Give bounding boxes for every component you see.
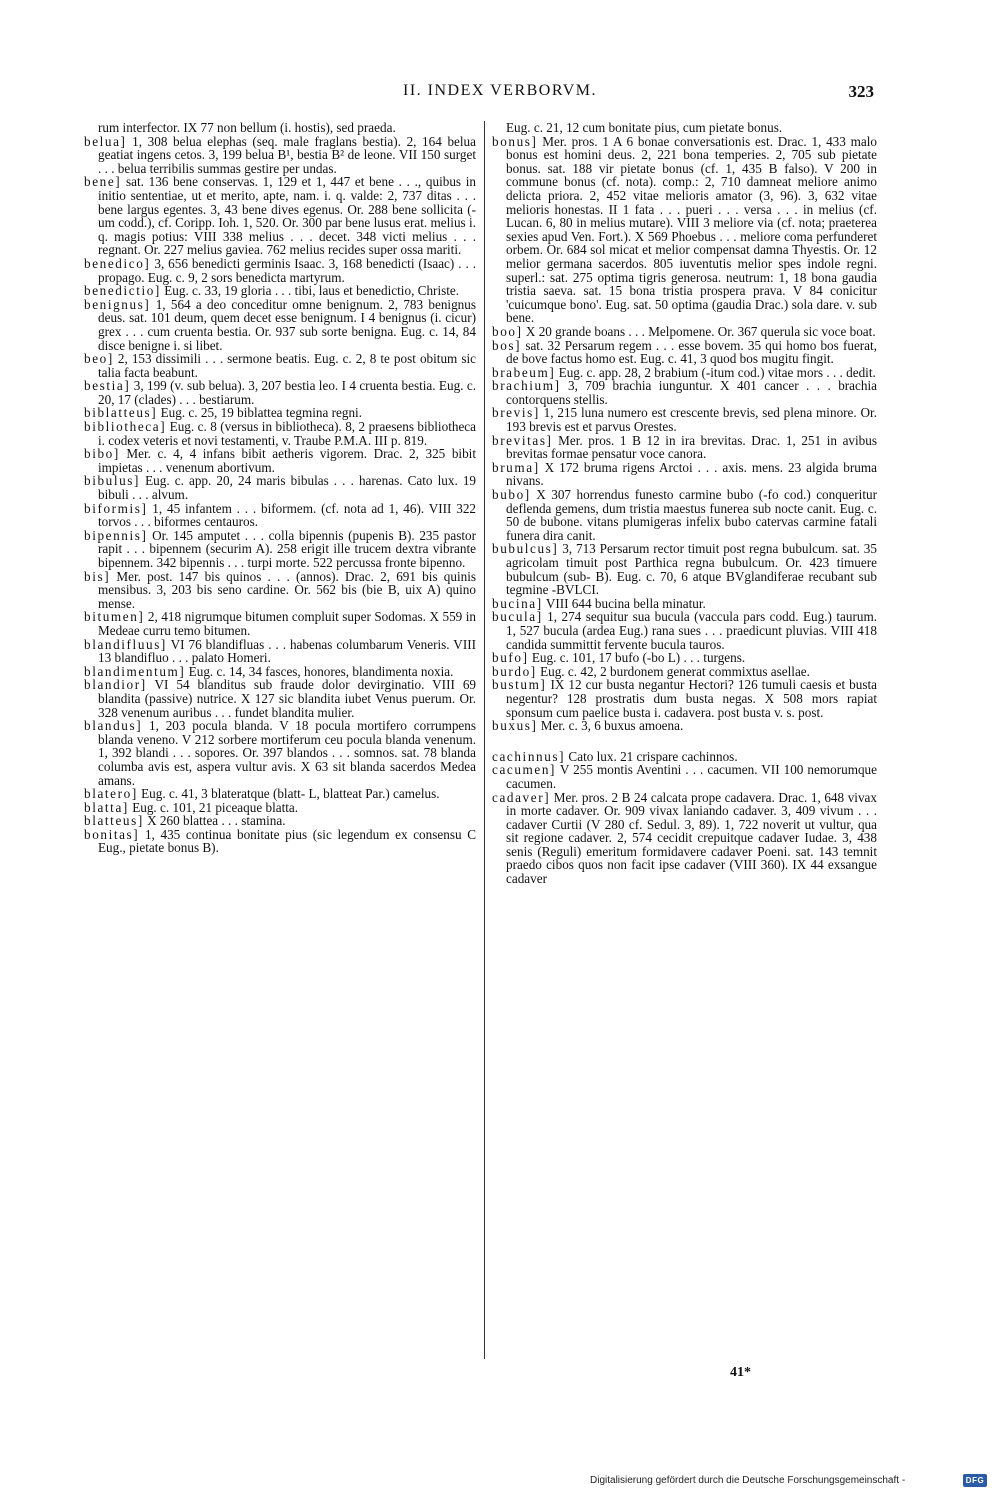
index-entry [492,750,877,764]
entry-text: Mer. pros. 2 B 24 calcata prope cadavera. Drac. 1, 648 vivax in morte cadaver. Or. 909 vivax laniando cadaver. 3, 409 vivum . . . cadaver Curtii (V 280 cf. Sedul. 3, 89). 1, 722 noverit ut vultur, qua sit regione cadaver. 2, 574 cecidit crepuitque cadaver Iudae. 3, 438 senis (Reguli) emeritum formidavere cadaver Poeni. sat. 143 temnit praedo cibos quos non facit ipse cadaver (VIII 360). IX 44 exsangue cadaver [506,789,878,887]
index-entry [492,597,877,611]
index-entry [492,121,877,135]
entry-lemma: bucina] [492,595,543,611]
entry-text: 1, 308 belua elephas (seq. male fraglans bestia). 2, 164 belua geatiat ingens cetos. 3, 199 belua B¹, bestia B² de leone. VII 150 surget . . . belua terribilis summas gestire per undas. [98,133,477,176]
entry-lemma: bene] [84,174,122,190]
entry-text: Mer. c. 4, 4 infans bibit aetheris vigorem. Drac. 2, 325 bibit impietas . . . venenum abortivum. [98,446,476,475]
index-entry [84,257,476,284]
entry-text: X 172 bruma rigens Arctoi . . . axis. mens. 23 algida bruma nivans. [506,459,877,489]
entry-lemma: benignus] [84,296,151,312]
entry-text: Eug. c. app. 28, 2 brabium (-itum cod.) vitae mors . . . dedit. [558,364,876,380]
index-entry [84,379,476,406]
entry-text: 1, 203 pocula blanda. V 18 pocula mortifero corrumpens blanda veneno. V 212 sorbere mortiferum ceu pocula blanda venenum. 1, 392 blandi . . . sopores. Or. 397 blandos . . . somnos. sat. 78 blanda columba avis est, aspera vultur avis. X 63 sit blanda sacerdos Medea amans. [98,718,477,788]
index-entry [492,325,877,339]
entry-text: 1, 45 infantem . . . biformem. (cf. nota ad 1, 46). VIII 322 torvos . . . biformes centauros. [98,500,477,530]
index-entry [84,814,476,828]
entry-lemma: bonus] [492,133,538,149]
entry-lemma: bibo] [84,446,120,462]
right-column [492,121,877,886]
entry-lemma: bubo] [492,487,531,503]
entry-lemma: blandior] [84,677,147,693]
index-entry [84,570,476,611]
index-entry [84,638,476,665]
left-column [84,121,476,855]
entry-lemma: bestia] [84,378,131,394]
entry-text: 2, 418 nigrumque bitumen compluit super Sodomas. X 559 in Medeae curru temo bitumen. [98,609,477,638]
entry-lemma: bustum] [492,677,547,693]
entry-lemma: cacumen] [492,762,557,778]
footer-credit: Digitalisierung gefördert durch die Deutsche Forschungsgemeinschaft - [590,1475,906,1486]
entry-lemma: bucula] [492,609,543,625]
index-entry [84,502,476,529]
entry-text: 3, 656 benedicti germinis Isaac. 3, 168 benedicti (Isaac) . . . propago. Eug. c. 9, 2 sors benedicta martyrum. [98,255,477,285]
entry-lemma: benedictio] [84,283,161,299]
entry-lemma: blatero] [84,786,138,802]
entry-text: Eug. c. 41, 3 blateratque (blatt- L, blatteat Par.) camelus. [141,786,440,802]
entry-text: rum interfector. IX 77 non bellum (i. hostis), sed praeda. [98,120,396,135]
entry-text: V 255 montis Aventini . . . cacumen. VII 100 nemorumque cacumen. [506,762,878,791]
index-entry [492,379,877,406]
entry-text: VI 76 blandifluas . . . habenas columbarum Veneris. VIII 13 blandifluo . . . palato Homeri. [98,636,476,666]
index-entry [84,719,476,787]
index-entry [84,447,476,474]
entry-lemma: cadaver] [492,789,551,805]
index-entry [492,542,877,596]
entry-text: Mer. c. 3, 6 buxus amoena. [540,718,684,734]
entry-text: Or. 145 amputet . . . colla bipennis (pupenis B). 235 pastor rapit . . . bipennem (securim A). 258 erigit ille trucem dextra vibrante bipennem. 342 bipennis . . . turpi morte. 522 percussa fronte bipenno. [98,527,476,570]
entry-lemma: buxus] [492,718,538,734]
entry-text: 1, 564 a deo conceditur omne benignum. 2, 783 benignus deus. sat. 101 deum, quem decet esse benignum. I 4 benignus (i. cicur) grex . . . cum cruenta bestia. Or. 937 sub sorte benigna. Eug. c. 14, 84 disce benigne i. si libet. [98,296,476,353]
entry-lemma: bufo] [492,650,529,666]
index-entry [84,298,476,352]
entry-lemma: brabeum] [492,364,556,380]
entry-lemma: bibliotheca] [84,419,167,435]
entry-lemma: bitumen] [84,609,145,625]
entry-text: VIII 644 bucina bella minatur. [545,595,706,611]
entry-text: Cato lux. 21 crispare cachinnos. [568,748,738,764]
index-entry [492,763,877,790]
entry-text: IX 12 cur busta negantur Hectori? 126 tumuli caesis et busta negentur? 128 prostratis dum busta negas. X 508 mors rapiat sponsum cum paelice busta i. cadavera. post busta v. s. post. [506,677,878,720]
entry-lemma: brevitas] [492,432,553,448]
entry-text: Eug. c. 101, 21 piceaque blatta. [132,799,299,815]
entry-text: 3, 709 brachia iunguntur. X 401 cancer . . . brachia contorquens stellis. [506,378,877,407]
entry-text: 3, 713 Persarum rector timuit post regna bubulcum. sat. 35 agricolam timuit post Parthica regna bubulcum. Or. 423 timuere bubulcum (sub- B). Eug. c. 70, 6 atque BVglandiferae recubant sub tegmine -BVLCI. [506,541,877,598]
entry-lemma: biformis] [84,500,148,516]
dfg-logo-icon: DFG [963,1474,987,1487]
entry-lemma: bipennis] [84,527,148,543]
entry-text: Eug. c. 8 (versus in bibliotheca). 8, 2 praesens bibliotheca i. codex veteris et novi testamenti, v. Traube P.M.A. III p. 819. [98,419,477,448]
entry-lemma: bos] [492,337,522,353]
entry-text: 2, 153 dissimili . . . sermone beatis. Eug. c. 2, 8 te post obitum sic talia facta beabunt. [98,351,476,380]
index-entry [84,420,476,447]
running-title: II. INDEX VERBORVM. [402,82,598,99]
index-entry [492,135,877,325]
index-entry [84,175,476,257]
entry-lemma: cachinnus] [492,748,566,764]
footer [590,1474,990,1490]
entry-lemma: biblatteus] [84,405,158,421]
entry-lemma: bubulcus] [492,541,559,557]
index-entry [492,678,877,719]
signature-mark: 41* [730,1365,751,1380]
entry-text: Eug. c. 33, 19 gloria . . . tibi, laus et benedictio, Christe. [164,283,460,299]
entry-lemma: blatteus] [84,813,144,829]
index-entry [84,529,476,570]
entry-text: 1, 435 continua bonitate pius (sic legendum ex consensu C Eug., pietate bonus B). [98,826,476,856]
index-entry [492,366,877,380]
index-entry [84,121,476,135]
entry-text: X 260 blattea . . . stamina. [147,813,286,829]
entry-text: sat. 32 Persarum regem . . . esse bovem. 35 qui homo bos fuerat, de bove factus homo est. Eug. c. 41, 3 quod bos mugitu fingit. [506,337,878,367]
entry-text: Eug. c. 21, 12 cum bonitate pius, cum pietate bonus. [506,120,783,135]
entry-lemma: bonitas] [84,826,140,842]
entry-text: X 307 horrendus funesto carmine bubo (-fo cod.) conqueritur deflenda gemens, dum tristia maestus funerea sub nocte canit. Eug. c. 50 de bubone. vitans plumigeras infelix bubo catervas carmine fatali funera dira canit. [506,487,877,543]
entry-lemma: brevis] [492,405,540,421]
entry-lemma: blandimentum] [84,663,186,679]
column-divider [484,121,485,1359]
entry-text: Eug. c. 14, 34 fasces, honores, blandimenta noxia. [188,663,454,679]
entry-text: Eug. c. 25, 19 biblattea tegmina regni. [160,405,362,421]
index-entry [84,787,476,801]
entry-text: Mer. post. 147 bis quinos . . . (annos). Drac. 2, 691 bis quinis mensibus. 3, 203 bis seno cardine. Or. 562 bis (bie B, uix A) quino mense. [98,568,477,611]
entry-text: sat. 136 bene conservas. 1, 129 et 1, 447 et bene . . ., quibus in initio sententiae, ut et merito, apte, nam. i. q. valde: 2, 737 ditas . . . bene largus egentes. 3, 43 bene dives egenus. Or. 288 bene sollicita (-um codd.), cf. Coripp. Ioh. 1, 520. Or. 300 par bene lusus erat. melius i. q. magis potius: VIII 338 melius . . . decet. 348 victi melius . . . regnant. Or. 227 melius gaviea. 762 melius recides super ossa mariti. [98,174,476,258]
entry-text: 1, 215 luna numero est crescente brevis, sed plena minore. Or. 193 brevis est et parvus Orestes. [506,405,878,435]
entry-text: Mer. pros. 1 B 12 in ira brevitas. Drac. 1, 251 in avibus brevitas formae pensatur voce canora. [506,432,877,462]
entry-lemma: belua] [84,133,127,149]
index-entry [492,610,877,651]
entry-text: Eug. c. 42, 2 burdonem generat commixtus asellae. [540,663,810,679]
index-entry [84,135,476,176]
index-entry [492,339,877,366]
entry-text: X 20 grande boans . . . Melpomene. Or. 367 querula sic voce boat. [525,323,876,339]
index-entry [84,610,476,637]
entry-lemma: brachium] [492,378,561,394]
running-head [0,82,1000,106]
index-entry [84,678,476,719]
entry-lemma: boo] [492,323,523,339]
entry-lemma: blandus] [84,718,143,734]
entry-lemma: beo] [84,351,114,367]
entry-text: 1, 274 sequitur sua bucula (vaccula pars codd. Eug.) taurum. 1, 527 bucula (ardea Eug.) rana sues . . . praedicunt pluvias. VIII 418 candida summittit fervente bucula tauros. [506,609,877,652]
entry-text: Eug. c. app. 20, 24 maris bibulas . . . harenas. Cato lux. 19 bibuli . . . alvum. [98,473,477,503]
index-entry [84,828,476,855]
index-entry [84,284,476,298]
entry-text: 3, 199 (v. sub belua). 3, 207 bestia leo. I 4 cruenta bestia. Eug. c. 20, 17 (clades) . . . bestiarum. [98,378,476,407]
index-entry [492,406,877,433]
entry-lemma: bibulus] [84,473,141,489]
entry-lemma: bis] [84,568,111,584]
entry-lemma: bruma] [492,459,540,475]
entry-lemma: blandifluus] [84,636,167,652]
page-number: 323 [848,82,874,101]
entry-text: Mer. pros. 1 A 6 bonae conversationis est. Drac. 1, 433 malo bonus est homini deus. 2, 221 bona temperies. 2, 705 sub pietate bonus. sat. 188 vir pietate bonus (cf. 1, 435 B falso). V 200 in commune bonus (cf. nota). comp.: 2, 710 damneat meliore animo delicta priora. 2, 452 vitae melioris amator (3, 96). 3, 632 vitae melioris honestas. II 1 fata . . . pueri . . . versa . . . in melius (cf. Lucan. 6, 80 in melius mutare). VIII 3 meliore via (cf. nota; praeterea sexies apud Ven. Fort.). X 569 Phoebus . . . meliore coma perfunderet orbem. Or. 684 sol micat et melior compensat damna Thyestis. Or. 12 melior germana sacerdos. 805 iuventutis melior spes indole regni. superl.: sat. 275 optima tigris generosa. neutrum: 1, 18 bona gaudia tristia saeva. sat. 15 bona tristia prospera prava. V 84 conicitur 'cuicumque bono'. Eug. sat. 50 optima (gaudia Drac.) sola dare. v. sub bene. [506,133,878,326]
entry-lemma: burdo] [492,663,537,679]
index-entry [492,719,877,733]
index-entry [492,461,877,488]
index-entry [492,651,877,665]
index-entry [84,406,476,420]
index-entry [84,474,476,501]
entry-lemma: benedico] [84,255,151,271]
index-entry [492,665,877,679]
entry-text: VI 54 blanditus sub fraude dolor devirginatio. VIII 69 blandita (passive) nutrice. X 127 sic blandita iubet Venus puerum. Or. 328 venenum auribus . . . fundet blandita mulier. [98,677,477,720]
index-entry [84,665,476,679]
section-gap [492,733,877,750]
index-entry [84,801,476,815]
index-entry [492,791,877,886]
index-entry [492,434,877,461]
index-entry [84,352,476,379]
entry-text: Eug. c. 101, 17 bufo (-bo L) . . . turgens. [531,650,746,666]
entry-lemma: blatta] [84,799,129,815]
index-entry [492,488,877,542]
